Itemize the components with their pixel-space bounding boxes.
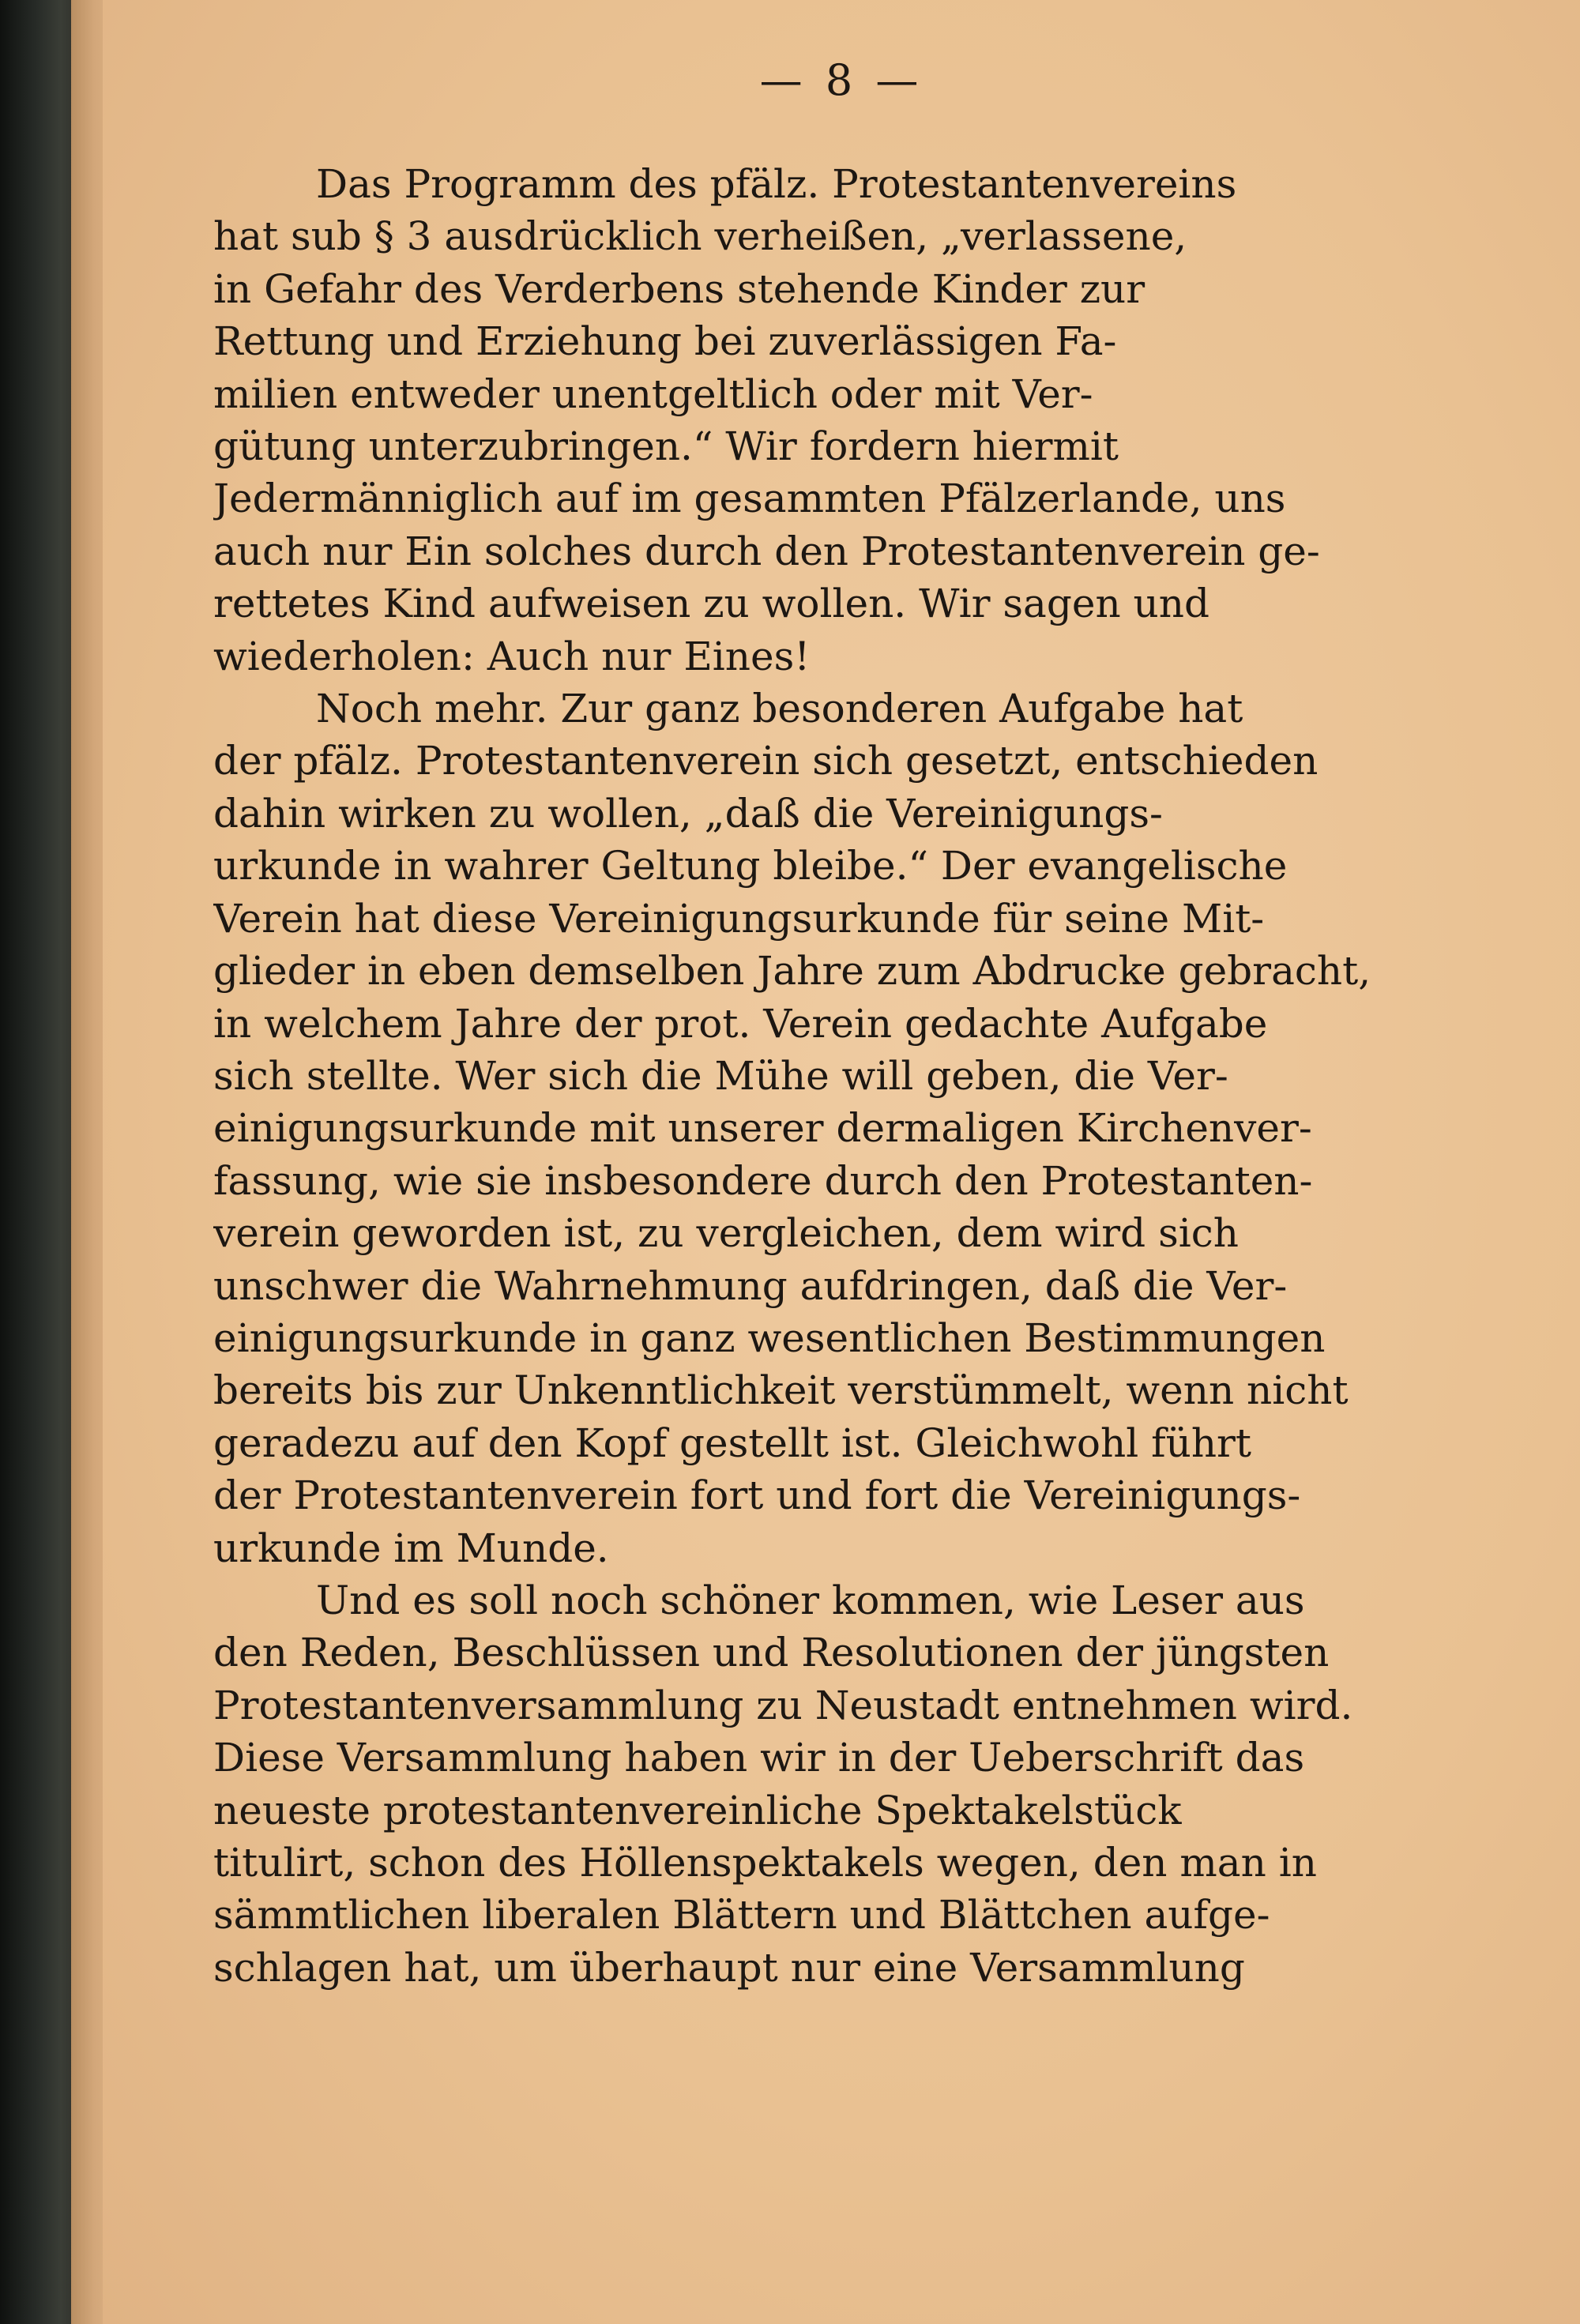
text-line: einigungsurkunde mit unserer dermaligen Kirchenver- [213,1105,1312,1152]
text-line: schlagen hat, um überhaupt nur eine Versammlung [213,1944,1245,1991]
text-line: milien entweder unentgeltlich oder mit Ver- [213,370,1093,417]
text-line: verein geworden ist, zu vergleichen, dem wird sich [213,1210,1239,1257]
body-text [213,158,1509,1994]
text-line: Diese Versammlung haben wir in der Ueberschrift das [213,1735,1305,1781]
text-line: Noch mehr. Zur ganz besonderen Aufgabe hat [316,686,1243,732]
text-line: bereits bis zur Unkenntlichkeit verstümmelt, wenn nicht [213,1367,1349,1414]
text-line: Und es soll noch schöner kommen, wie Leser aus [316,1577,1305,1623]
text-line: wiederholen: Auch nur Eines! [213,633,811,679]
text-line: hat sub § 3 ausdrücklich verheißen, „verlassene, [213,213,1187,260]
text-line: sämmtlichen liberalen Blättern und Blättchen aufge- [213,1892,1270,1939]
text-line: der Protestantenverein fort und fort die Vereinigungs- [213,1472,1301,1519]
text-line: Rettung und Erziehung bei zuverlässigen Fa- [213,318,1117,365]
text-line: neueste protestantenvereinliche Spektakelstück [213,1787,1182,1833]
page-number: — 8 — [759,55,924,105]
text-line: geradezu auf den Kopf gestellt ist. Gleichwohl führt [213,1420,1252,1466]
text-line: sich stellte. Wer sich die Mühe will geben, die Ver- [213,1052,1228,1099]
text-line: der pfälz. Protestantenverein sich gesetzt, entschieden [213,738,1319,784]
text-line: Jedermänniglich auf im gesammten Pfälzerlande, uns [213,476,1286,522]
text-line: in Gefahr des Verderbens stehende Kinder zur [213,265,1146,312]
text-line: Protestantenversammlung zu Neustadt entnehmen wird. [213,1682,1353,1728]
text-line: glieder in eben demselben Jahre zum Abdrucke gebracht, [213,948,1371,995]
text-line: urkunde in wahrer Geltung bleibe.“ Der evangelische [213,843,1288,889]
text-line: dahin wirken zu wollen, „daß die Vereinigungs- [213,790,1163,837]
text-line: Verein hat diese Vereinigungsurkunde für seine Mit- [213,895,1265,942]
text-line: den Reden, Beschlüssen und Resolutionen der jüngsten [213,1630,1330,1676]
book-page [103,0,1580,2324]
text-line: rettetes Kind aufweisen zu wollen. Wir sagen und [213,581,1209,627]
text-line: unschwer die Wahrnehmung aufdringen, daß die Ver- [213,1262,1288,1309]
paragraph-1 [213,158,1509,683]
paragraph-2 [213,683,1509,1574]
text-line: Das Programm des pfälz. Protestantenvereins [316,161,1237,207]
text-line: in welchem Jahre der prot. Verein gedachte Aufgabe [213,1000,1268,1047]
text-line: gütung unterzubringen.“ Wir fordern hiermit [213,423,1119,470]
text-line: einigungsurkunde in ganz wesentlichen Bestimmungen [213,1314,1326,1361]
text-line: auch nur Ein solches durch den Protestantenverein ge- [213,528,1320,574]
text-line: fassung, wie sie insbesondere durch den Protestanten- [213,1157,1313,1204]
text-line: titulirt, schon des Höllenspektakels wegen, den man in [213,1840,1317,1886]
paragraph-3 [213,1574,1509,1994]
text-line: urkunde im Munde. [213,1525,609,1571]
